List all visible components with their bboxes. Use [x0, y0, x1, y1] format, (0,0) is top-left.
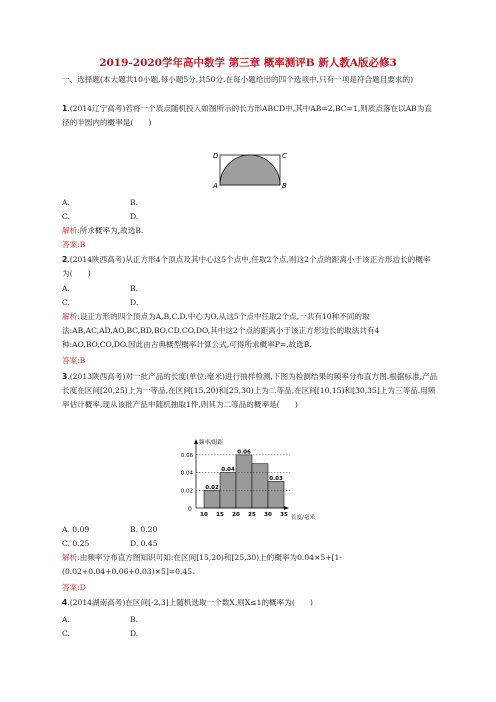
question-4-text: .(2014湖南高考)在区间[-2,3]上随机选取一个数X,则X≤1的概率为( ) [67, 598, 313, 607]
y-tick-label: 0.04 [180, 470, 193, 477]
frequency-histogram [168, 438, 338, 522]
label-b: B [282, 182, 287, 190]
histogram-bar [252, 464, 268, 508]
histogram-bar [220, 473, 236, 508]
question-3-number: 3 [62, 372, 68, 381]
question-4-number: 4 [62, 598, 68, 607]
histogram-bar [204, 490, 220, 508]
q3-option-b: B. 0.20 [130, 525, 158, 534]
question-1-text: .(2014辽宁高考)若将一个质点随机投入如图所示的长方形ABCD中,其中AB=2,BC=1,则质点落在以AB为直径的半圆内的概率是( ) [62, 104, 432, 127]
histogram-bar [236, 455, 252, 508]
q3-analysis-label: 解析: [62, 553, 80, 562]
q2-answer: 答案:B [62, 356, 86, 365]
q3-answer: 答案:D [62, 583, 86, 592]
x-tick-label: 15 [216, 512, 224, 518]
x-tick-label: 30 [264, 512, 272, 518]
y-axis-title: 频率/组距 [199, 440, 223, 446]
q4-option-d: D. [130, 629, 139, 638]
q1-option-c: C. [62, 212, 70, 221]
x-tick-label: 10 [200, 512, 208, 518]
x-tick-label: 25 [248, 512, 256, 518]
document-title: 2019-2020学年高中数学 第三章 概率测评B 新人教A版必修3 [99, 57, 397, 69]
q2-analysis-label: 解析: [62, 312, 80, 321]
q1-analysis [62, 224, 438, 238]
y-tick-label: 0.02 [180, 488, 193, 495]
q2-option-d: D. [130, 298, 139, 307]
q2-option-a: A. [62, 284, 70, 293]
q2-option-b: B. [130, 284, 138, 293]
x-axis-title: 长度/毫米 [291, 515, 315, 521]
q3-option-c: C. 0.25 [62, 539, 90, 548]
question-2-text: .(2014陕西高考)从正方形4个顶点及其中心这5个点中,任取2个点,则这2个点的距离小于该正方形边长的概率为( ) [62, 255, 431, 278]
q1-option-d: D. [130, 212, 139, 221]
question-3 [62, 370, 438, 412]
q1-option-b: B. [130, 198, 138, 207]
semicircle-shaded [220, 155, 280, 185]
label-a: A [213, 182, 218, 190]
label-c: C [282, 152, 287, 160]
bar-data-label: 0.02 [205, 484, 219, 491]
q4-option-c: C. [62, 629, 70, 638]
question-1 [62, 102, 438, 130]
origin-label: 0 [188, 506, 192, 513]
bar-data-label: 0.06 [237, 449, 251, 456]
section-instructions: 一、选择题(本大题共10小题,每小题5分,共50分.在每小题给出的四个选项中,只有一项是符合题目要求的) [62, 75, 414, 84]
label-d: D [213, 152, 219, 160]
q2-analysis [62, 310, 438, 352]
x-tick-label: 35 [280, 512, 288, 518]
y-tick-label: 0.06 [180, 452, 193, 459]
q1-analysis-label: 解析: [62, 226, 80, 235]
question-4 [62, 596, 438, 610]
bar-data-label: 0.03 [269, 475, 283, 482]
q1-analysis-text: 所求概率为,故选B. [79, 226, 144, 235]
q3-option-a: A. 0.09 [62, 525, 90, 534]
q4-option-b: B. [130, 615, 138, 624]
question-3-text: .(2013陕西高考)对一批产品的长度(单位:毫米)进行抽样检测,下图为检测结果的频率分布直方图.根据标准,产品长度在区间[20,25)上为一等品,在区间[15,20)和[25,30)上为二等品,在区间[10,15)和[30,35]上为三等品.用频率估计概率,现从该批产品中随机抽取1件,则其为二等品的概率是( ) [62, 372, 438, 409]
y-axis-arrow [194, 439, 198, 444]
x-axis-arrow [284, 506, 289, 510]
q1-option-a: A. [62, 198, 70, 207]
semicircle-figure [208, 148, 290, 192]
q2-option-c: C. [62, 298, 70, 307]
q4-option-a: A. [62, 615, 70, 624]
histogram-bar [268, 481, 284, 508]
question-1-number: 1 [62, 104, 68, 113]
bar-data-label: 0.04 [221, 467, 235, 474]
q3-analysis [62, 551, 438, 579]
q3-option-d: D. 0.45 [130, 539, 158, 548]
x-tick-label: 20 [232, 512, 240, 518]
q2-analysis-text: 设正方形的四个顶点为A,B,C,D,中心为O,从这5个点中任取2个点,一共有10种不同的取法:AB,AC,AD,AO,BC,BD,BO,CD,CO,DO,其中这2个点的距离小于该正方形边长的取法共有4种:AO,BO,CO,DO.因此由古典概型概率计算公式,可得所求概率P=,故选B. [62, 312, 380, 349]
q3-analysis-text: 由频率分布直方图知识可知:在区间[15,20)和[25,30)上的概率为0.04×5+[1-(0.02+0.04+0.06+0.03)×5]=0.45. [62, 553, 342, 576]
q1-answer: 答案:B [62, 240, 86, 249]
question-2 [62, 253, 438, 281]
question-2-number: 2 [62, 255, 68, 264]
